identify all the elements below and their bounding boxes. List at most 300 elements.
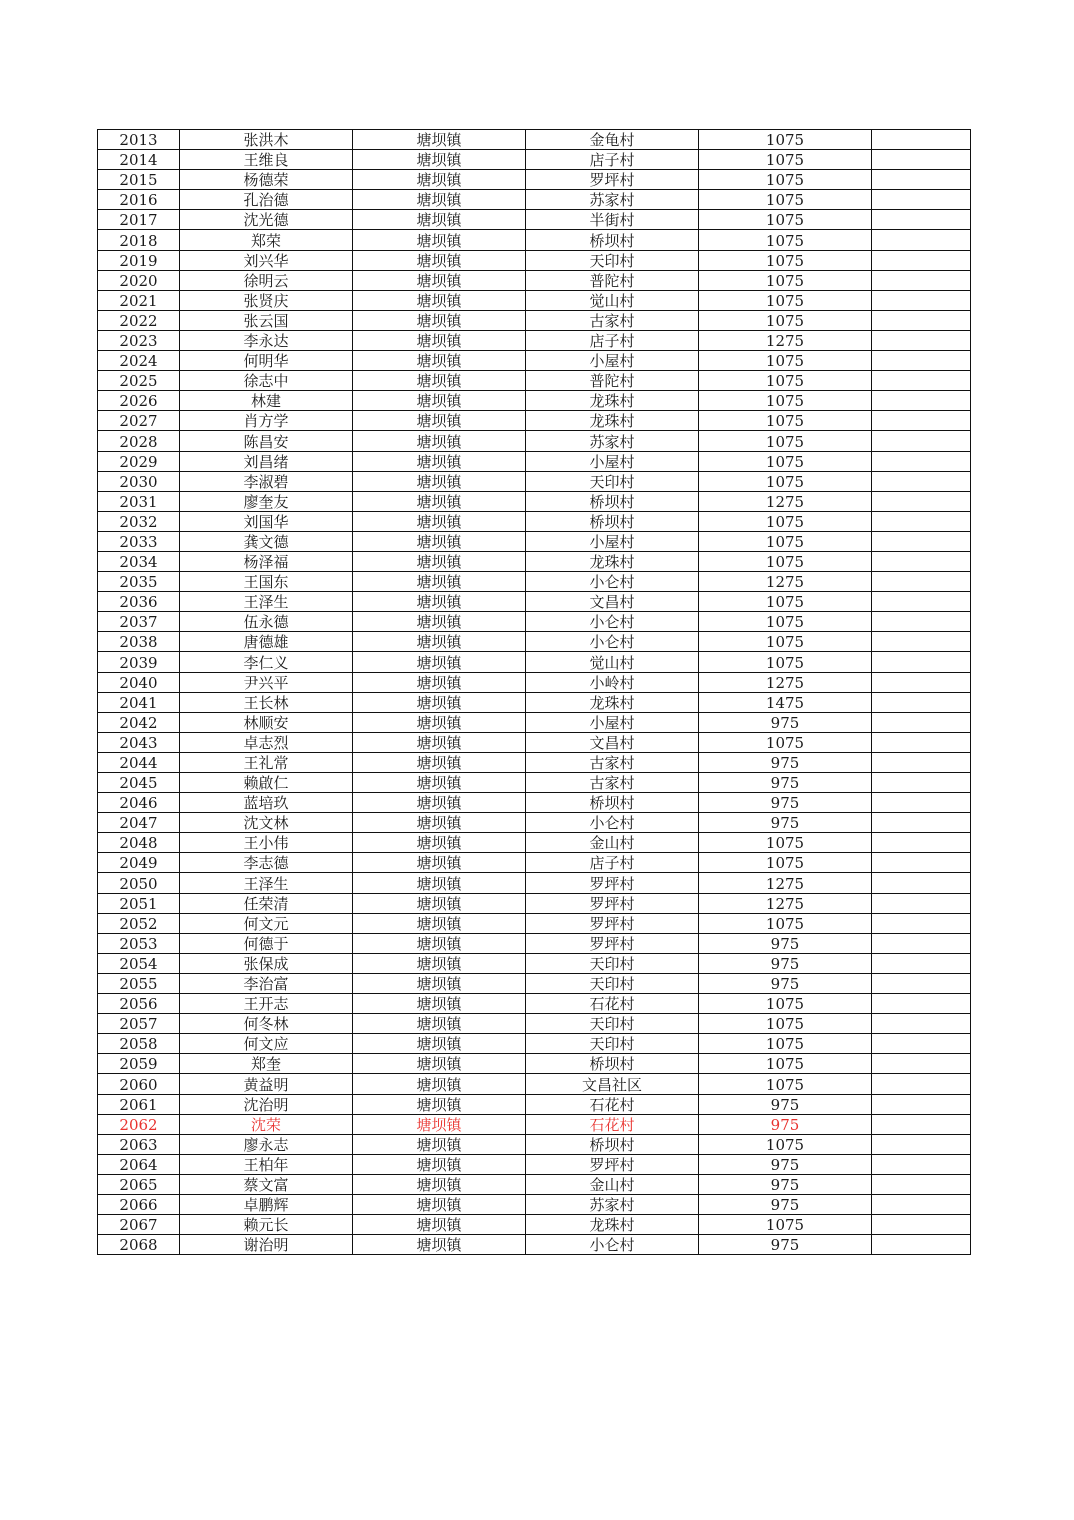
cell-note: [872, 933, 971, 953]
cell-town: 塘坝镇: [353, 994, 526, 1014]
cell-amount: 1475: [699, 692, 872, 712]
table-row: [98, 873, 971, 893]
cell-note: [872, 451, 971, 471]
table-row: [98, 712, 971, 732]
cell-amount: 1075: [699, 1054, 872, 1074]
cell-note: [872, 150, 971, 170]
cell-id: 2061: [98, 1094, 180, 1114]
cell-id: 2031: [98, 491, 180, 511]
cell-id: 2020: [98, 270, 180, 290]
cell-name: 王小伟: [180, 833, 353, 853]
cell-village: 小仑村: [526, 813, 699, 833]
cell-note: [872, 1074, 971, 1094]
cell-note: [872, 833, 971, 853]
table-row: [98, 813, 971, 833]
cell-name: 蓝培玖: [180, 793, 353, 813]
cell-village: 古家村: [526, 310, 699, 330]
cell-town: 塘坝镇: [353, 973, 526, 993]
cell-id: 2058: [98, 1034, 180, 1054]
table-row: [98, 511, 971, 531]
cell-village: 龙珠村: [526, 391, 699, 411]
cell-id: 2029: [98, 451, 180, 471]
table-row: [98, 953, 971, 973]
cell-village: 龙珠村: [526, 692, 699, 712]
table-row: [98, 1174, 971, 1194]
table-body: [98, 130, 971, 1255]
cell-amount: 1075: [699, 270, 872, 290]
cell-amount: 1275: [699, 893, 872, 913]
cell-amount: 1275: [699, 672, 872, 692]
cell-id: 2055: [98, 973, 180, 993]
cell-village: 小仑村: [526, 1235, 699, 1255]
table-row: [98, 652, 971, 672]
cell-name: 王礼常: [180, 752, 353, 772]
cell-amount: 1075: [699, 1074, 872, 1094]
cell-village: 文昌社区: [526, 1074, 699, 1094]
cell-town: 塘坝镇: [353, 732, 526, 752]
table-row: [98, 773, 971, 793]
cell-town: 塘坝镇: [353, 953, 526, 973]
cell-id: 2048: [98, 833, 180, 853]
table-row: [98, 250, 971, 270]
cell-amount: 975: [699, 933, 872, 953]
cell-note: [872, 592, 971, 612]
table-row: [98, 692, 971, 712]
cell-village: 天印村: [526, 1034, 699, 1054]
cell-town: 塘坝镇: [353, 230, 526, 250]
cell-id: 2021: [98, 290, 180, 310]
cell-town: 塘坝镇: [353, 712, 526, 732]
table-row: [98, 793, 971, 813]
cell-village: 小屋村: [526, 351, 699, 371]
cell-note: [872, 973, 971, 993]
cell-amount: 1075: [699, 431, 872, 451]
cell-note: [872, 692, 971, 712]
cell-note: [872, 351, 971, 371]
cell-amount: 975: [699, 793, 872, 813]
cell-id: 2040: [98, 672, 180, 692]
table-row: [98, 1094, 971, 1114]
data-table: [97, 129, 971, 1255]
cell-id: 2064: [98, 1154, 180, 1174]
cell-town: 塘坝镇: [353, 652, 526, 672]
cell-amount: 1075: [699, 210, 872, 230]
cell-amount: 975: [699, 773, 872, 793]
cell-name: 刘兴华: [180, 250, 353, 270]
cell-id: 2032: [98, 511, 180, 531]
cell-id: 2051: [98, 893, 180, 913]
cell-note: [872, 250, 971, 270]
cell-village: 古家村: [526, 773, 699, 793]
cell-name: 蔡文富: [180, 1174, 353, 1194]
cell-name: 陈昌安: [180, 431, 353, 451]
cell-amount: 1075: [699, 994, 872, 1014]
cell-name: 谢治明: [180, 1235, 353, 1255]
cell-id: 2066: [98, 1194, 180, 1214]
cell-amount: 975: [699, 953, 872, 973]
cell-town: 塘坝镇: [353, 813, 526, 833]
table-row: [98, 310, 971, 330]
cell-name: 肖方学: [180, 411, 353, 431]
table-row: [98, 270, 971, 290]
cell-note: [872, 1014, 971, 1034]
cell-town: 塘坝镇: [353, 351, 526, 371]
cell-note: [872, 853, 971, 873]
cell-village: 古家村: [526, 752, 699, 772]
cell-village: 小屋村: [526, 712, 699, 732]
cell-id: 2023: [98, 330, 180, 350]
cell-id: 2034: [98, 551, 180, 571]
table-row: [98, 190, 971, 210]
cell-id: 2030: [98, 471, 180, 491]
table-row: [98, 1014, 971, 1034]
cell-village: 小屋村: [526, 451, 699, 471]
cell-note: [872, 210, 971, 230]
cell-name: 王国东: [180, 572, 353, 592]
cell-town: 塘坝镇: [353, 572, 526, 592]
cell-id: 2050: [98, 873, 180, 893]
cell-id: 2018: [98, 230, 180, 250]
cell-village: 桥坝村: [526, 1134, 699, 1154]
cell-name: 沈光德: [180, 210, 353, 230]
table-row: [98, 451, 971, 471]
table-row: [98, 672, 971, 692]
cell-village: 金山村: [526, 833, 699, 853]
table-row: [98, 391, 971, 411]
cell-note: [872, 793, 971, 813]
cell-name: 郑奎: [180, 1054, 353, 1074]
cell-note: [872, 953, 971, 973]
cell-town: 塘坝镇: [353, 933, 526, 953]
cell-town: 塘坝镇: [353, 531, 526, 551]
cell-id: 2017: [98, 210, 180, 230]
cell-note: [872, 1114, 971, 1134]
cell-village: 桥坝村: [526, 491, 699, 511]
cell-note: [872, 330, 971, 350]
cell-note: [872, 913, 971, 933]
cell-name: 王开志: [180, 994, 353, 1014]
cell-amount: 975: [699, 1194, 872, 1214]
cell-town: 塘坝镇: [353, 893, 526, 913]
cell-name: 何冬林: [180, 1014, 353, 1034]
cell-village: 小仑村: [526, 572, 699, 592]
cell-name: 黄益明: [180, 1074, 353, 1094]
cell-amount: 1075: [699, 853, 872, 873]
cell-name: 任荣清: [180, 893, 353, 913]
cell-village: 龙珠村: [526, 1215, 699, 1235]
cell-village: 石花村: [526, 1094, 699, 1114]
cell-id: 2027: [98, 411, 180, 431]
cell-village: 小仑村: [526, 612, 699, 632]
table-row: [98, 893, 971, 913]
table-row: [98, 491, 971, 511]
cell-name: 赖元长: [180, 1215, 353, 1235]
table-row: [98, 210, 971, 230]
cell-note: [872, 612, 971, 632]
cell-name: 廖奎友: [180, 491, 353, 511]
cell-name: 王柏年: [180, 1154, 353, 1174]
cell-name: 张云国: [180, 310, 353, 330]
cell-name: 何明华: [180, 351, 353, 371]
table-row: [98, 1034, 971, 1054]
cell-name: 卓志烈: [180, 732, 353, 752]
table-row: [98, 913, 971, 933]
cell-id: 2059: [98, 1054, 180, 1074]
cell-id: 2054: [98, 953, 180, 973]
cell-name: 伍永德: [180, 612, 353, 632]
table-row: [98, 612, 971, 632]
cell-village: 苏家村: [526, 431, 699, 451]
cell-amount: 1075: [699, 913, 872, 933]
cell-amount: 1075: [699, 451, 872, 471]
cell-amount: 1075: [699, 1215, 872, 1235]
cell-id: 2062: [98, 1114, 180, 1134]
cell-town: 塘坝镇: [353, 1194, 526, 1214]
cell-note: [872, 290, 971, 310]
cell-village: 小岭村: [526, 672, 699, 692]
cell-name: 沈荣: [180, 1114, 353, 1134]
cell-town: 塘坝镇: [353, 1094, 526, 1114]
cell-id: 2036: [98, 592, 180, 612]
cell-note: [872, 1054, 971, 1074]
cell-town: 塘坝镇: [353, 612, 526, 632]
cell-note: [872, 130, 971, 150]
cell-amount: 1075: [699, 351, 872, 371]
cell-town: 塘坝镇: [353, 290, 526, 310]
cell-id: 2014: [98, 150, 180, 170]
cell-note: [872, 310, 971, 330]
cell-note: [872, 431, 971, 451]
cell-town: 塘坝镇: [353, 853, 526, 873]
cell-amount: 1075: [699, 391, 872, 411]
cell-village: 石花村: [526, 994, 699, 1014]
table-row: [98, 290, 971, 310]
table-row: [98, 994, 971, 1014]
cell-amount: 1075: [699, 732, 872, 752]
table-row: [98, 130, 971, 150]
cell-id: 2065: [98, 1174, 180, 1194]
cell-note: [872, 511, 971, 531]
cell-note: [872, 1034, 971, 1054]
cell-town: 塘坝镇: [353, 1174, 526, 1194]
cell-amount: 1275: [699, 330, 872, 350]
cell-village: 文昌村: [526, 592, 699, 612]
cell-village: 桥坝村: [526, 1054, 699, 1074]
cell-town: 塘坝镇: [353, 1134, 526, 1154]
table-row: [98, 933, 971, 953]
cell-town: 塘坝镇: [353, 170, 526, 190]
cell-amount: 1275: [699, 491, 872, 511]
cell-name: 李治富: [180, 973, 353, 993]
table-row: [98, 1194, 971, 1214]
cell-village: 觉山村: [526, 652, 699, 672]
cell-id: 2060: [98, 1074, 180, 1094]
cell-village: 龙珠村: [526, 551, 699, 571]
cell-name: 王泽生: [180, 592, 353, 612]
cell-town: 塘坝镇: [353, 833, 526, 853]
cell-town: 塘坝镇: [353, 330, 526, 350]
cell-town: 塘坝镇: [353, 210, 526, 230]
cell-town: 塘坝镇: [353, 1054, 526, 1074]
cell-note: [872, 752, 971, 772]
cell-id: 2044: [98, 752, 180, 772]
cell-amount: 1075: [699, 250, 872, 270]
cell-name: 唐德雄: [180, 632, 353, 652]
cell-amount: 1075: [699, 632, 872, 652]
cell-village: 天印村: [526, 250, 699, 270]
cell-name: 廖永志: [180, 1134, 353, 1154]
cell-town: 塘坝镇: [353, 1215, 526, 1235]
cell-town: 塘坝镇: [353, 1154, 526, 1174]
cell-id: 2037: [98, 612, 180, 632]
cell-note: [872, 773, 971, 793]
cell-name: 李仁义: [180, 652, 353, 672]
cell-village: 龙珠村: [526, 411, 699, 431]
cell-note: [872, 1235, 971, 1255]
cell-amount: 1075: [699, 652, 872, 672]
cell-village: 罗坪村: [526, 893, 699, 913]
cell-town: 塘坝镇: [353, 793, 526, 813]
table-row: [98, 1154, 971, 1174]
cell-amount: 1075: [699, 471, 872, 491]
cell-amount: 975: [699, 1114, 872, 1134]
table-row: [98, 551, 971, 571]
cell-town: 塘坝镇: [353, 1235, 526, 1255]
cell-id: 2013: [98, 130, 180, 150]
cell-id: 2046: [98, 793, 180, 813]
cell-village: 普陀村: [526, 371, 699, 391]
cell-town: 塘坝镇: [353, 431, 526, 451]
cell-name: 卓鹏辉: [180, 1194, 353, 1214]
cell-village: 天印村: [526, 973, 699, 993]
cell-id: 2026: [98, 391, 180, 411]
cell-village: 石花村: [526, 1114, 699, 1134]
cell-amount: 1075: [699, 833, 872, 853]
cell-note: [872, 652, 971, 672]
cell-name: 沈治明: [180, 1094, 353, 1114]
cell-name: 孔治德: [180, 190, 353, 210]
cell-note: [872, 672, 971, 692]
cell-name: 李永达: [180, 330, 353, 350]
cell-amount: 1075: [699, 190, 872, 210]
cell-village: 桥坝村: [526, 793, 699, 813]
cell-id: 2068: [98, 1235, 180, 1255]
cell-name: 龚文德: [180, 531, 353, 551]
table-row: [98, 411, 971, 431]
cell-id: 2063: [98, 1134, 180, 1154]
cell-town: 塘坝镇: [353, 551, 526, 571]
cell-town: 塘坝镇: [353, 411, 526, 431]
cell-town: 塘坝镇: [353, 371, 526, 391]
cell-name: 王泽生: [180, 873, 353, 893]
cell-amount: 1075: [699, 531, 872, 551]
cell-town: 塘坝镇: [353, 672, 526, 692]
table-row: [98, 371, 971, 391]
cell-amount: 1075: [699, 411, 872, 431]
cell-village: 天印村: [526, 953, 699, 973]
cell-id: 2024: [98, 351, 180, 371]
cell-id: 2015: [98, 170, 180, 190]
cell-town: 塘坝镇: [353, 391, 526, 411]
cell-town: 塘坝镇: [353, 913, 526, 933]
table-row: [98, 752, 971, 772]
cell-note: [872, 391, 971, 411]
cell-amount: 1075: [699, 371, 872, 391]
cell-name: 何德于: [180, 933, 353, 953]
cell-village: 桥坝村: [526, 511, 699, 531]
cell-id: 2067: [98, 1215, 180, 1235]
cell-id: 2033: [98, 531, 180, 551]
table-row: [98, 471, 971, 491]
cell-town: 塘坝镇: [353, 632, 526, 652]
cell-village: 金山村: [526, 1174, 699, 1194]
cell-name: 尹兴平: [180, 672, 353, 692]
cell-id: 2057: [98, 1014, 180, 1034]
table-row: [98, 973, 971, 993]
cell-town: 塘坝镇: [353, 752, 526, 772]
table-row: [98, 431, 971, 451]
cell-village: 店子村: [526, 150, 699, 170]
cell-note: [872, 551, 971, 571]
cell-village: 桥坝村: [526, 230, 699, 250]
cell-note: [872, 230, 971, 250]
cell-amount: 975: [699, 1235, 872, 1255]
cell-village: 罗坪村: [526, 873, 699, 893]
cell-village: 天印村: [526, 1014, 699, 1034]
table-row: [98, 351, 971, 371]
cell-id: 2022: [98, 310, 180, 330]
cell-note: [872, 632, 971, 652]
cell-town: 塘坝镇: [353, 692, 526, 712]
table-row: [98, 1215, 971, 1235]
cell-village: 罗坪村: [526, 913, 699, 933]
table-row: [98, 1235, 971, 1255]
cell-name: 何文元: [180, 913, 353, 933]
cell-town: 塘坝镇: [353, 1034, 526, 1054]
cell-note: [872, 1194, 971, 1214]
table-row: [98, 150, 971, 170]
cell-village: 半街村: [526, 210, 699, 230]
cell-name: 徐志中: [180, 371, 353, 391]
cell-amount: 1075: [699, 1134, 872, 1154]
cell-town: 塘坝镇: [353, 1074, 526, 1094]
cell-note: [872, 1094, 971, 1114]
table-row: [98, 732, 971, 752]
table-row: [98, 330, 971, 350]
cell-note: [872, 1174, 971, 1194]
cell-village: 店子村: [526, 330, 699, 350]
cell-id: 2039: [98, 652, 180, 672]
cell-id: 2025: [98, 371, 180, 391]
cell-note: [872, 994, 971, 1014]
cell-town: 塘坝镇: [353, 773, 526, 793]
table-row: [98, 1074, 971, 1094]
cell-note: [872, 270, 971, 290]
cell-name: 林顺安: [180, 712, 353, 732]
cell-note: [872, 813, 971, 833]
cell-town: 塘坝镇: [353, 130, 526, 150]
table-row: [98, 853, 971, 873]
table-row: [98, 592, 971, 612]
cell-village: 苏家村: [526, 1194, 699, 1214]
cell-note: [872, 491, 971, 511]
cell-note: [872, 1154, 971, 1174]
cell-name: 沈文林: [180, 813, 353, 833]
cell-village: 小屋村: [526, 531, 699, 551]
cell-id: 2043: [98, 732, 180, 752]
cell-note: [872, 732, 971, 752]
cell-town: 塘坝镇: [353, 1014, 526, 1034]
